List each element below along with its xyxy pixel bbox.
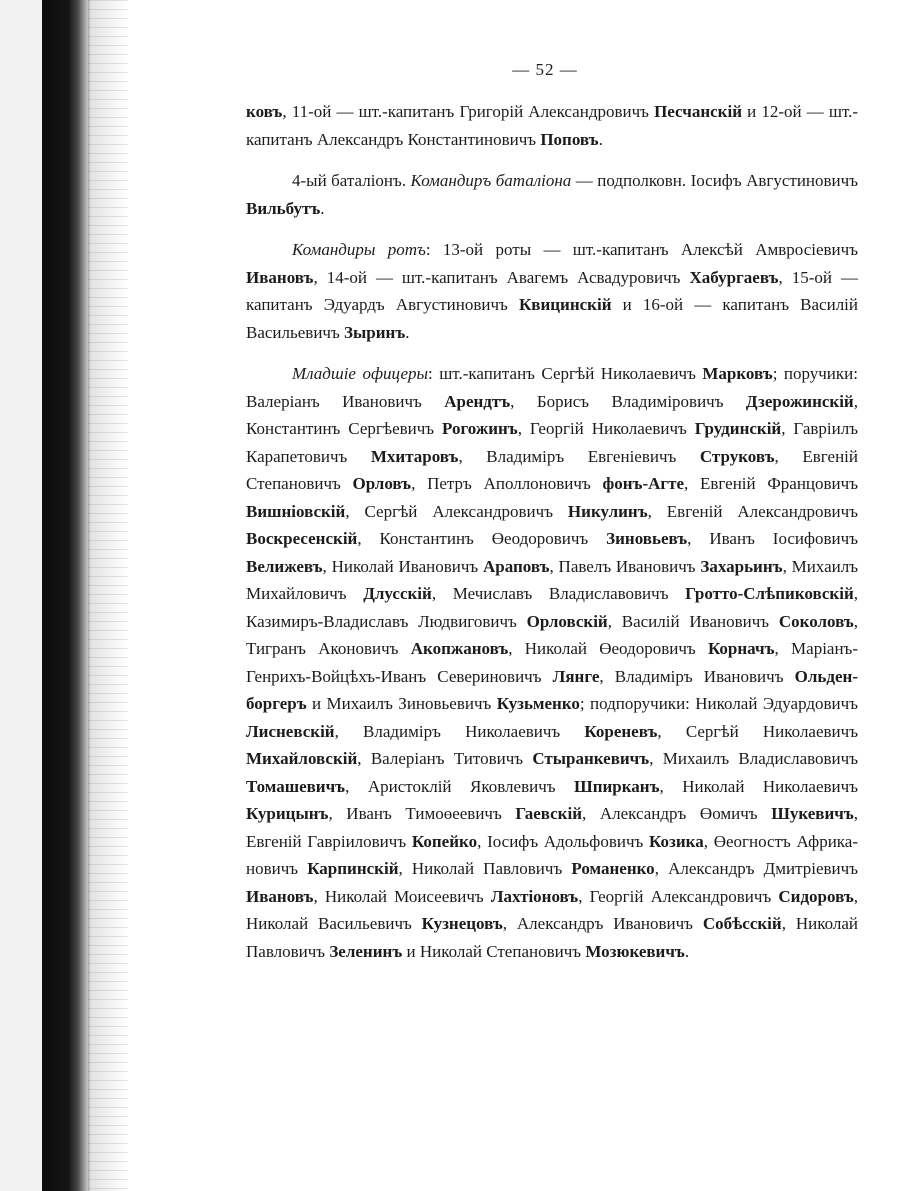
- paragraph-text: , Владиміръ Евгеніевичъ: [458, 446, 700, 466]
- paragraph-text: 4-ый баталіонъ.: [292, 171, 411, 190]
- paragraph-text: — подполковн. Іосифъ Августиновичъ: [571, 171, 858, 190]
- paragraph-text: , Өеогностъ Африкановичъ: [246, 831, 859, 878]
- officer-surname: Ивановъ: [246, 886, 314, 906]
- paragraph-text: , Владиміръ Ивановичъ: [599, 666, 795, 686]
- officer-surname: Воскресенскій: [246, 529, 358, 548]
- officer-surname: Араповъ: [482, 556, 550, 576]
- scan-binding-shadow: [42, 0, 90, 1191]
- officer-surname: Лянге: [552, 666, 600, 686]
- officer-surname: фонъ-Агте: [602, 474, 685, 493]
- paragraph-text: , Владиміръ Николаевичъ: [334, 721, 585, 741]
- paragraph-text: и Николай Степановичъ: [402, 941, 586, 961]
- officer-surname: Томашевичъ: [246, 776, 346, 796]
- officer-surname: Корначъ: [707, 639, 775, 658]
- paragraph-text: , Евгеній Францовичъ: [684, 474, 858, 493]
- officer-surname: Мозюкевичъ: [585, 941, 685, 961]
- officer-surname: Зиновьевъ: [606, 529, 688, 548]
- paragraph-text: , Николай Васильевичъ: [246, 886, 858, 933]
- officer-surname: Велижевъ: [246, 556, 323, 576]
- paragraph-text: , Сергѣй Александровичъ: [345, 501, 568, 521]
- officer-surname: Квицинскій: [518, 295, 612, 314]
- paragraph-text: , 15-ой — капитанъ Эдуардъ Августиновичъ: [246, 267, 858, 314]
- officer-surname: Копейко: [411, 831, 478, 851]
- paragraph-text: , Евгеній Степановичъ: [246, 446, 858, 493]
- officer-surname: Шпирканъ: [574, 776, 660, 796]
- paragraph-text: , Петръ Аполлоновичъ: [411, 474, 603, 493]
- paragraph-text: .: [684, 941, 690, 961]
- paragraph-text: , Александръ Дмитріевичъ: [654, 859, 858, 878]
- paragraph-text: : 13-ой роты — шт.-капитанъ Алексѣй Амвросіевичъ: [425, 240, 858, 259]
- officer-surname: Михайловскій: [246, 749, 358, 768]
- officer-surname: Стыранкевичъ: [532, 749, 650, 768]
- officer-surname: Хабургаевъ: [689, 267, 779, 287]
- officer-surname: Грудинскій: [694, 419, 782, 438]
- officer-surname: Карпинскій: [307, 859, 399, 878]
- paragraph-text: , Николай Павловичъ: [398, 859, 572, 878]
- paragraph-text: , Александръ Өомичъ: [582, 804, 772, 823]
- officer-surname: Гаевскій: [515, 804, 582, 823]
- paragraph-text: , Гавріилъ Карапетовичъ: [246, 419, 858, 466]
- paragraph-text: , Иванъ Тимоөеевичъ: [328, 804, 516, 823]
- paragraph-text: , Павелъ Ивановичъ: [549, 556, 701, 576]
- paragraph-4th-battalion-commander: [246, 167, 858, 222]
- paragraph-text: , Михаилъ Михайловичъ: [246, 556, 858, 603]
- officer-surname: Вильбутъ: [246, 198, 321, 218]
- paragraph-3rd-battalion-ending: [246, 98, 858, 153]
- paragraph-text: .: [598, 129, 603, 149]
- officer-surname: Акопжановъ: [410, 639, 509, 658]
- paragraph-text: , Николай Моисеевичъ: [313, 886, 491, 906]
- section-heading-italic: Командиръ баталіона: [410, 171, 572, 190]
- paragraph-text: , Николай Николаевичъ: [659, 776, 858, 796]
- officer-surname: Козика: [649, 831, 704, 851]
- officer-surname: Ольденборгеръ: [246, 666, 858, 713]
- paragraph-text: , Константинъ Сергѣевичъ: [246, 391, 858, 438]
- officer-surname: Романенко: [571, 859, 655, 878]
- officer-surname: Сидоровъ: [778, 886, 854, 906]
- paragraph-text: , Евгеній Александровичъ: [647, 501, 858, 521]
- paragraph-text: , Николай Өеодоровичъ: [508, 639, 708, 658]
- officer-surname: Лисневскій: [246, 721, 335, 741]
- officer-surname: Кузнецовъ: [421, 914, 503, 933]
- page-number: — 52 —: [512, 60, 578, 79]
- paragraph-text: и 12-ой — шт.-капитанъ Александръ Константиновичъ: [246, 102, 859, 149]
- paragraph-text: и Михаилъ Зиновьевичъ: [306, 694, 497, 713]
- paragraph-text: , Георгій Николаевичъ: [517, 419, 695, 438]
- scan-binding-texture: [88, 0, 128, 1191]
- officer-surname: Арендтъ: [444, 391, 511, 411]
- section-heading-italic: Младшіе офицеры: [292, 364, 429, 383]
- paragraph-text: , Тигранъ Аконовичъ: [246, 611, 858, 658]
- officer-surname: Никулинъ: [567, 501, 648, 521]
- officer-surname: Шукевичъ: [771, 804, 854, 823]
- paragraph-text: , Евгеній Гавріиловичъ: [246, 804, 858, 851]
- paragraph-text: : шт.-капитанъ Сергѣй Николаевичъ: [428, 364, 703, 383]
- officer-surname: Орловскій: [526, 611, 608, 631]
- paragraph-text: , Мечиславъ Владиславовичъ: [431, 584, 686, 603]
- page-body: [246, 98, 858, 965]
- paragraph-text: , Борисъ Владиміровичъ: [510, 391, 746, 411]
- paragraph-text: .: [405, 322, 410, 342]
- officer-surname: Вишніовскій: [246, 501, 346, 521]
- scan-binding-margin: [0, 0, 42, 1191]
- paragraph-text: , Іосифъ Адольфовичъ: [477, 831, 650, 851]
- officer-surname: Собѣсскій: [702, 914, 782, 933]
- paragraph-text: , Валеріанъ Титовичъ: [357, 749, 533, 768]
- officer-surname: ковъ: [246, 102, 283, 121]
- officer-surname: Кореневъ: [584, 721, 658, 741]
- officer-surname: Дзерожинскій: [745, 391, 854, 411]
- paragraph-text: , Сергѣй Николаевичъ: [657, 721, 858, 741]
- paragraph-text: .: [320, 198, 325, 218]
- officer-surname: Марковъ: [702, 364, 773, 383]
- paragraph-text: , 14-ой — шт.-капитанъ Авагемъ Асвадуровичъ: [313, 267, 690, 287]
- officer-surname: Рогожинъ: [442, 419, 518, 438]
- officer-surname: Песчанскій: [654, 102, 742, 121]
- paragraph-text: ; подпоручики: Николай Эдуардовичъ: [579, 694, 858, 713]
- paragraph-text: ; поручики: Валеріанъ Ивановичъ: [246, 364, 858, 411]
- paragraph-junior-officers: [246, 360, 858, 965]
- officer-surname: Струковъ: [699, 446, 775, 466]
- paragraph-text: , 11-ой — шт.-капитанъ Григорій Александровичъ: [282, 102, 655, 121]
- officer-surname: Зыринъ: [344, 322, 406, 342]
- officer-surname: Гротто-Слѣпиковскій: [685, 584, 854, 603]
- officer-surname: Захарьинъ: [700, 556, 783, 576]
- officer-surname: Курицынъ: [246, 804, 329, 823]
- officer-surname: Длусскій: [363, 584, 432, 603]
- officer-surname: Орловъ: [352, 474, 412, 493]
- paragraph-text: , Константинъ Өеодоровичъ: [357, 529, 607, 548]
- section-heading-italic: Командиры ротъ: [292, 240, 426, 259]
- officer-surname: Лахтіоновъ: [490, 886, 579, 906]
- officer-surname: Зеленинъ: [329, 941, 403, 961]
- paragraph-company-commanders: [246, 236, 858, 346]
- officer-surname: Поповъ: [540, 129, 599, 149]
- paragraph-text: , Николай Павловичъ: [246, 914, 858, 961]
- paragraph-text: , Николай Ивановичъ: [322, 556, 483, 576]
- officer-surname: Мхитаровъ: [370, 446, 459, 466]
- paragraph-text: , Маріанъ-Генрихъ-Войцѣхъ-Иванъ Севериновичъ: [246, 639, 859, 686]
- paragraph-text: , Казимиръ-Владиславъ Людвиговичъ: [246, 584, 858, 631]
- officer-surname: Соколовъ: [778, 611, 854, 631]
- officer-surname: Ивановъ: [246, 267, 314, 287]
- officer-surname: Кузьменко: [496, 694, 580, 713]
- paragraph-text: , Иванъ Іосифовичъ: [687, 529, 858, 548]
- paragraph-text: и 16-ой — капитанъ Василій Васильевичъ: [246, 295, 858, 342]
- paragraph-text: , Василій Ивановичъ: [607, 611, 779, 631]
- paragraph-text: , Александръ Ивановичъ: [502, 914, 703, 933]
- paragraph-text: , Аристоклій Яковлевичъ: [345, 776, 575, 796]
- paragraph-text: , Михаилъ Владиславовичъ: [649, 749, 858, 768]
- paragraph-text: , Георгій Александровичъ: [578, 886, 779, 906]
